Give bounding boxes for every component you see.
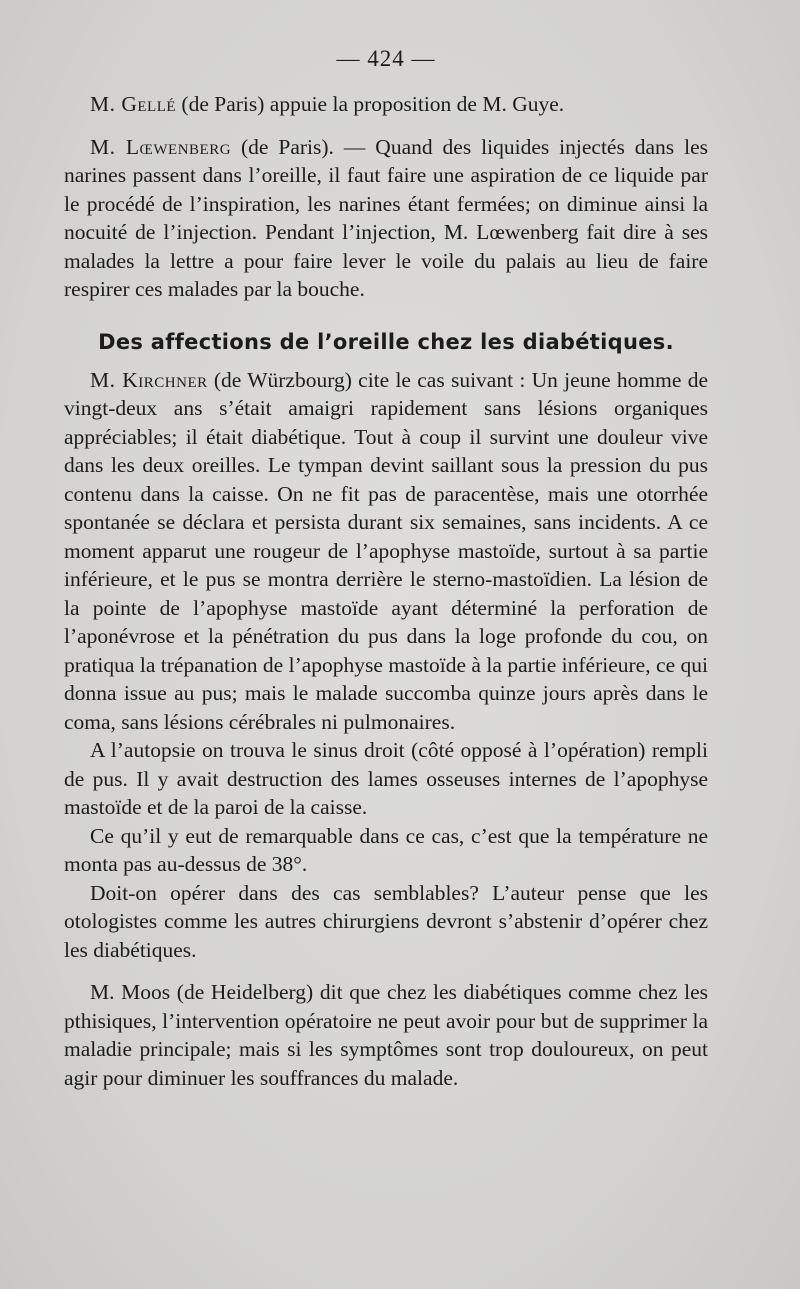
paragraph-text: (de Paris) appuie la proposition de M. Guye.	[176, 92, 565, 116]
speaker-name: M. Gellé	[90, 92, 177, 116]
paragraph-gelle	[64, 90, 708, 119]
paragraph-question: Doit-on opérer dans des cas semblables? L’auteur pense que les otologistes comme les autres chirurgiens devront s’abstenir d’opérer chez les diabétiques.	[64, 880, 708, 962]
paragraph-moos: M. Moos (de Heidelberg) dit que chez les diabétiques comme chez les pthisiques, l’intervention opératoire ne peut avoir pour but de supprimer la maladie principale; mais si les symptômes sont trop douloureux, on peut agir pour diminuer les souffrances du malade.	[64, 980, 708, 1090]
paragraph-autopsie: A l’autopsie on trouva le sinus droit (côté opposé à l’opération) rempli de pus. Il y avait destruction des lames osseuses internes de l’apophyse mastoïde et de la paroi de la caisse.	[64, 738, 708, 819]
paragraph-loewenberg	[64, 133, 708, 304]
page-number: — 424 —	[336, 46, 436, 71]
speaker-name: M. Lœwenberg	[90, 134, 232, 159]
paragraph-temperature: Ce qu’il y eut de remarquable dans ce cas, c’est que la température ne monta pas au-dessus de 38°.	[64, 823, 708, 876]
paragraph-kirchner	[64, 366, 708, 737]
section-heading: Des affections de l’oreille chez les diabétiques.	[98, 329, 674, 354]
paragraph-text: (de Paris). — Quand des liquides injectés dans les narines passent dans l’oreille, il faut faire une aspiration de ce liquide par le procédé de l’inspiration, les narines étant fermées; on diminue ainsi la nocuité de l’injection. Pendant l’injection, M. Lœwenberg fait dire à ses malades la lettre a pour faire lever le voile du palais au lieu de faire respirer ces malades par la bouche.	[64, 134, 708, 301]
speaker-name: M. Kirchner	[90, 367, 208, 392]
paragraph-text: (de Würzbourg) cite le cas suivant : Un jeune homme de vingt-deux ans s’était amaigri rapidement sans lésions organiques appréciables; il était diabétique. Tout à coup il survint une douleur vive dans les deux oreilles. Le tympan devint saillant sous la pression du pus contenu dans la caisse. On ne fit pas de paracentèse, mais une otorrhée spontanée se déclara et persista durant six semaines, sans incidents. A ce moment apparut une rougeur de l’apophyse mastoïde, surtout à sa partie inférieure, et le pus se montra derrière le sterno-mastoïdien. La lésion de la pointe de l’apophyse mastoïde ayant déterminé la perforation de l’aponévrose et la pénétration du pus dans la loge profonde du cou, on pratiqua la trépanation de l’apophyse mastoïde à la partie inférieure, ce qui donna issue au pus; mais le malade succomba quinze jours après dans le coma, sans lésions cérébrales ni pulmonaires.	[64, 367, 708, 734]
